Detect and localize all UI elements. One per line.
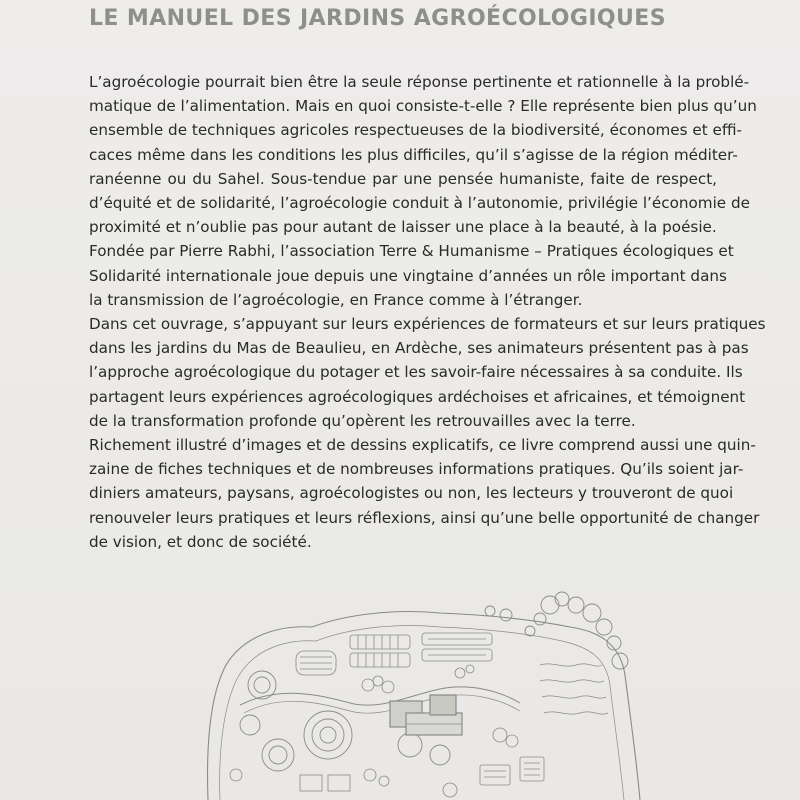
text-line: diniers amateurs, paysans, agroécologistes ou non, les lecteurs y trouveront de quoi [89,484,734,503]
farm-buildings [390,695,462,735]
text-line: caces même dans les conditions les plus difficiles, qu’il s’agisse de la région méditer- [89,145,738,164]
text-line: de vision, et donc de société. [89,532,312,551]
tree-canopy [485,592,628,669]
text-line: ensemble de techniques agricoles respectueuses de la biodiversité, économes et effi- [89,121,742,140]
text-line: d’équité et de solidarité, l’agroécologie conduit à l’autonomie, privilégie l’économie de [89,194,750,213]
text-line: de la transformation profonde qu’opèrent les retrouvailles avec la terre. [89,411,636,430]
plan-boundary [208,612,640,800]
text-line: proximité et n’oublie pas pour autant de laisser une place à la beauté, à la poésie. [89,218,717,237]
text-line: renouveler leurs pratiques et leurs réflexions, ainsi qu’une belle opportunité de changer [89,508,760,527]
text-line: L’agroécologie pourrait bien être la seule réponse pertinente et rationnelle à la problé- [89,73,750,91]
garden-plan-illustration [200,585,800,800]
text-line: la transmission de l’agroécologie, en France comme à l’étranger. [89,290,583,309]
paragraph-1 [89,70,757,239]
text-line: partagent leurs expériences agroécologiques ardéchoises et africaines, et témoignent [89,387,746,406]
paragraph-2 [89,239,734,312]
text-line: l’approche agroécologique du potager et les savoir-faire nécessaires à sa conduite. Ils [89,363,743,382]
blurb-text [89,70,766,554]
square-beds [300,757,544,791]
text-line: Fondée par Pierre Rabhi, l’association Terre & Humanisme – Pratiques écologiques et [89,242,734,261]
text-line: Solidarité internationale joue depuis une vingtaine d’années un rôle important dans [89,266,727,285]
text-line: Dans cet ouvrage, s’appuyant sur leurs expériences de formateurs et sur leurs pratiques [89,315,766,334]
page-title: LE MANUEL DES JARDINS AGROÉCOLOGIQUES [89,6,666,31]
text-line: zaine de fiches techniques et de nombreuses informations pratiques. Qu’ils soient jar- [89,460,744,479]
paragraph-3 [89,312,766,433]
text-line: Richement illustré d’images et de dessins explicatifs, ce livre comprend aussi une quin- [89,436,756,455]
paragraph-4 [89,433,760,554]
text-line: dans les jardins du Mas de Beaulieu, en Ardèche, ses animateurs présentent pas à pas [89,339,749,358]
text-line: ranéenne ou du Sahel. Sous-tendue par une pensée humaniste, faite de respect, [89,169,717,188]
text-line: matique de l’alimentation. Mais en quoi consiste-t-elle ? Elle représente bien plus qu’un [89,97,757,116]
shrubs [230,665,518,797]
field-lines [540,664,608,714]
